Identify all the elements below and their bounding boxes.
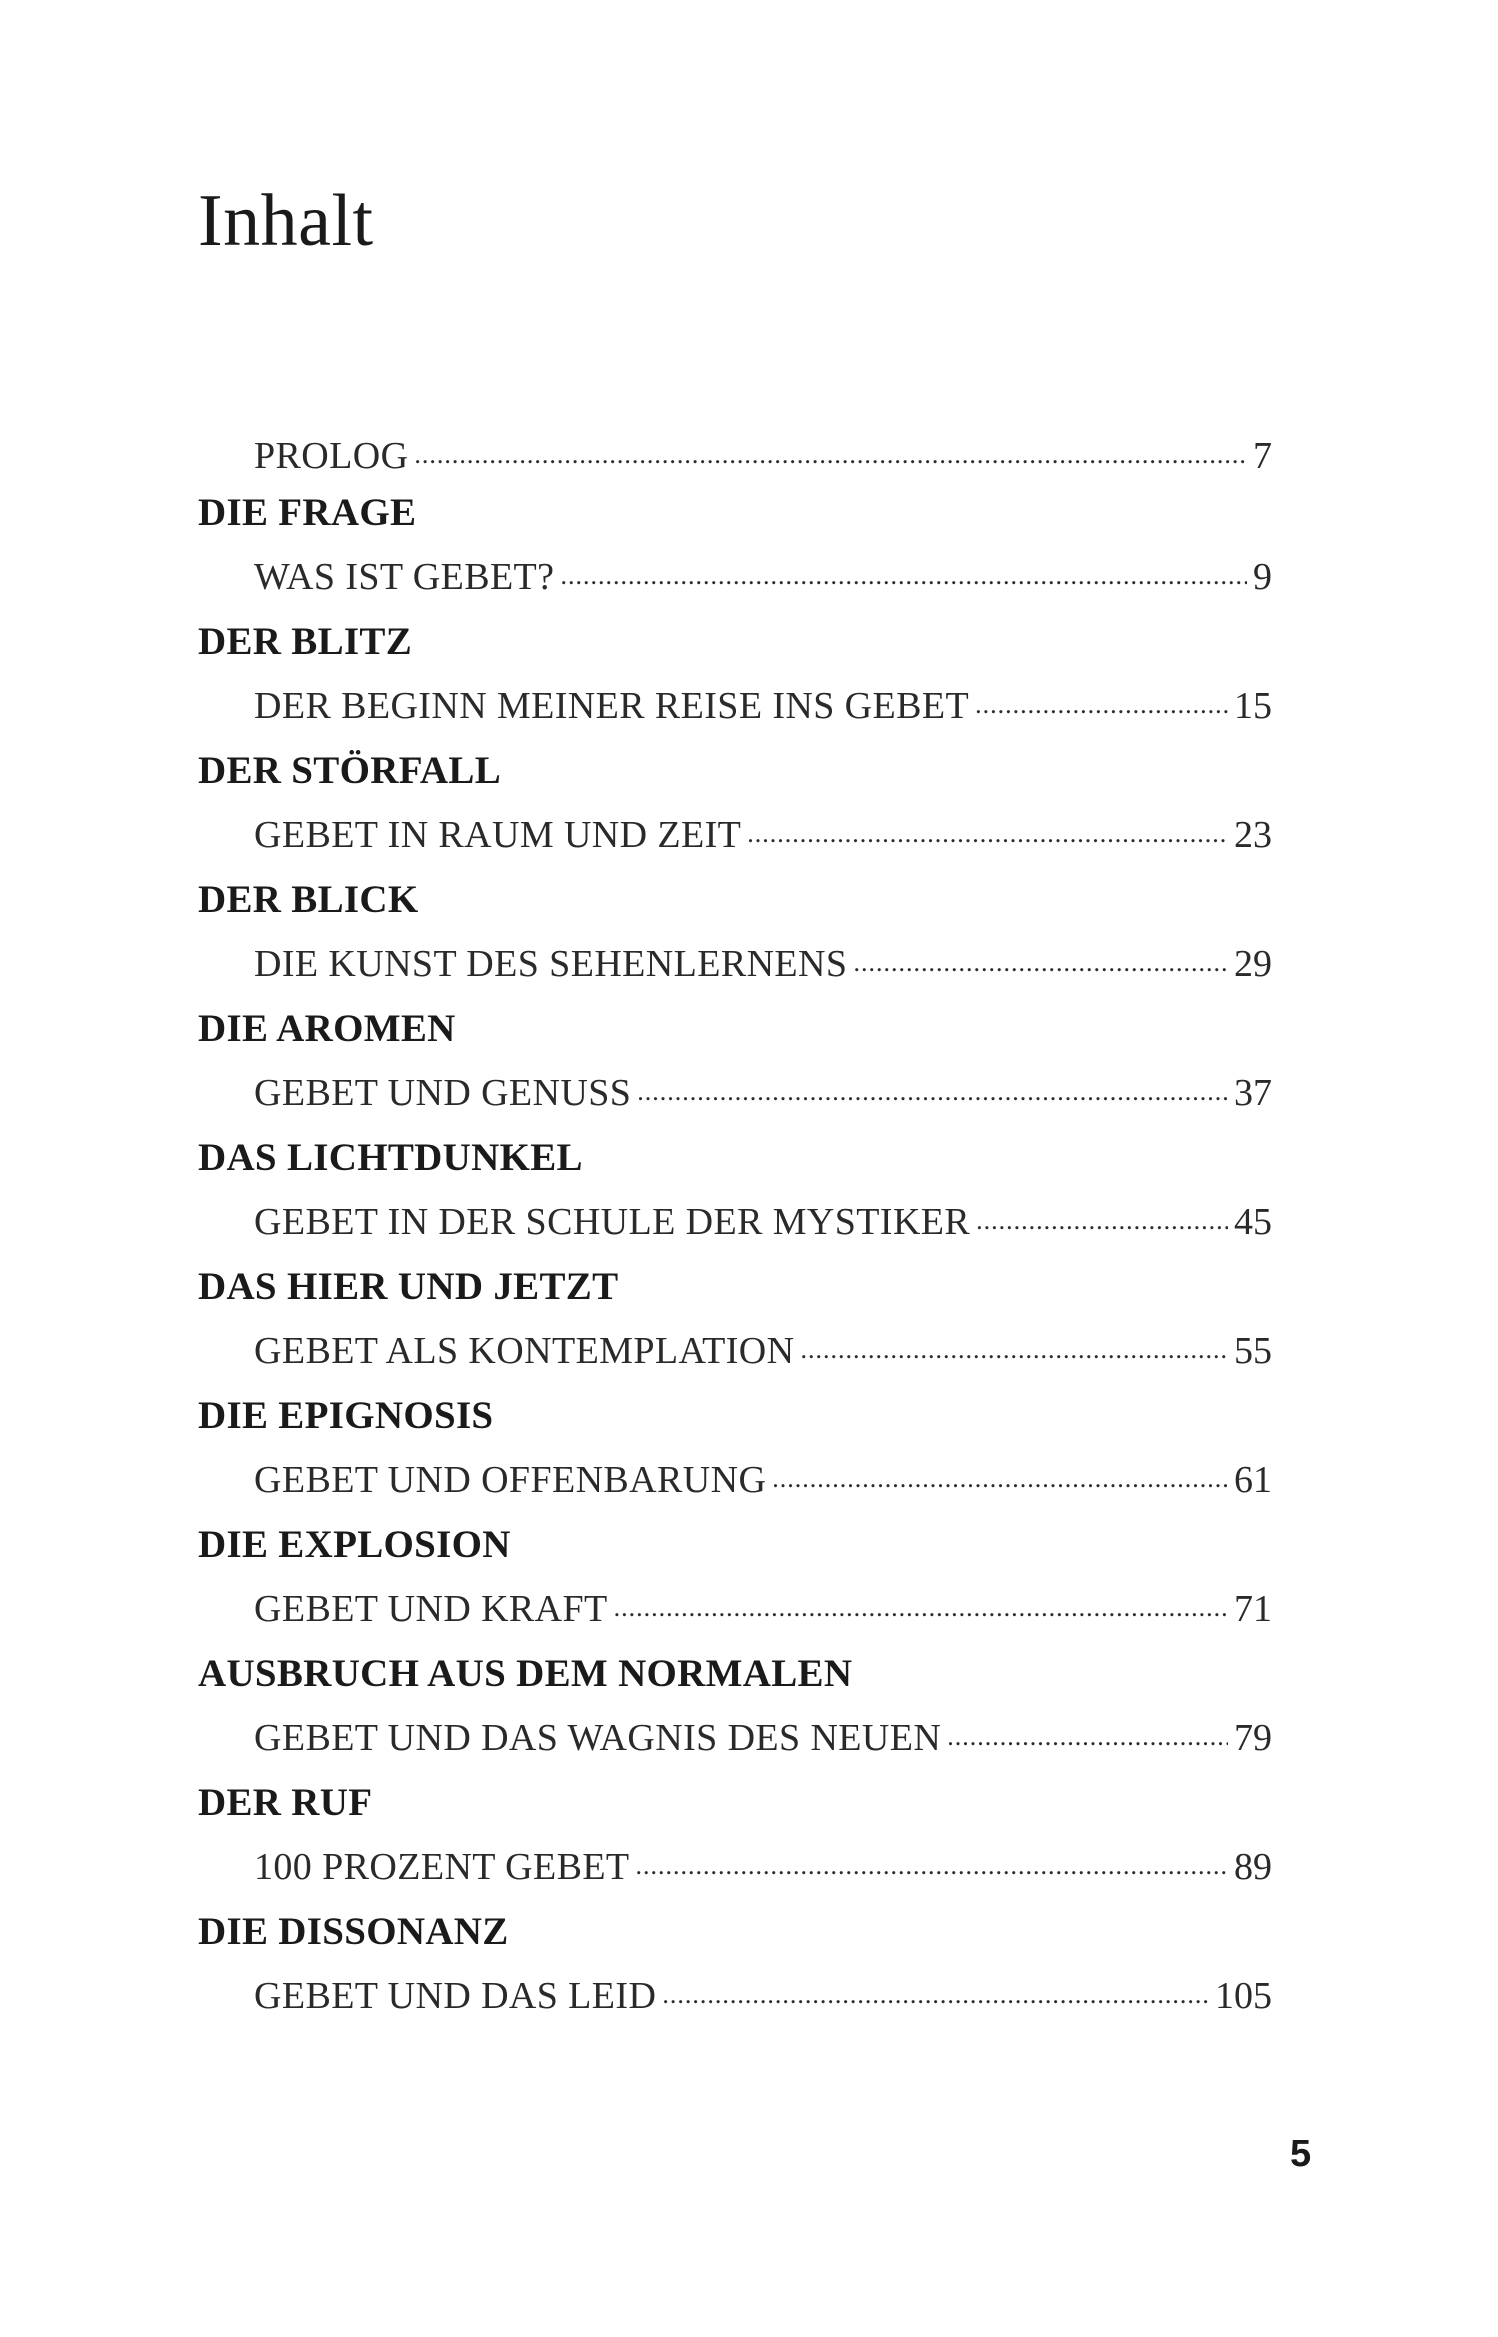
toc-entry-prolog[interactable] bbox=[254, 426, 1272, 486]
chapter-heading: DAS HIER UND JETZT bbox=[198, 1265, 619, 1308]
toc-entry[interactable] bbox=[254, 669, 1272, 744]
toc-entry-page: 9 bbox=[1253, 556, 1272, 598]
toc-entry-label: GEBET UND DAS LEID bbox=[254, 1975, 657, 2017]
toc-entry-label: GEBET IN RAUM UND ZEIT bbox=[254, 814, 742, 856]
toc-entry-label: DIE KUNST DES SEHENLERNENS bbox=[254, 943, 848, 985]
toc-entry[interactable] bbox=[254, 1959, 1272, 2034]
toc-entry[interactable] bbox=[254, 798, 1272, 873]
chapter-heading: DER BLITZ bbox=[198, 620, 413, 663]
chapter-heading: DER STÖRFALL bbox=[198, 749, 502, 792]
toc-entry-label: DER BEGINN MEINER REISE INS GEBET bbox=[254, 685, 970, 727]
toc-chapter bbox=[198, 1776, 1272, 1905]
toc-entry[interactable] bbox=[254, 1443, 1272, 1518]
toc-chapter bbox=[198, 1389, 1272, 1518]
dot-leader bbox=[801, 1325, 1229, 1363]
toc-entry-page: 29 bbox=[1234, 943, 1272, 985]
toc-entry[interactable] bbox=[254, 540, 1272, 615]
toc-entry-label: GEBET UND OFFENBARUNG bbox=[254, 1459, 767, 1501]
toc-chapter bbox=[198, 615, 1272, 744]
dot-leader bbox=[662, 1970, 1209, 2008]
chapter-heading: DAS LICHTDUNKEL bbox=[198, 1136, 583, 1179]
toc-entry-page: 37 bbox=[1234, 1072, 1272, 1114]
toc-chapter bbox=[198, 1518, 1272, 1647]
dot-leader bbox=[636, 1841, 1228, 1879]
toc-entry-label: WAS IST GEBET? bbox=[254, 556, 555, 598]
dot-leader bbox=[853, 938, 1228, 976]
toc-entry-label: GEBET IN DER SCHULE DER MYSTIKER bbox=[254, 1201, 971, 1243]
toc-entry-label: PROLOG bbox=[254, 435, 409, 477]
toc-entry[interactable] bbox=[254, 1185, 1272, 1260]
toc-entry[interactable] bbox=[254, 1056, 1272, 1131]
dot-leader bbox=[975, 680, 1228, 718]
dot-leader bbox=[414, 430, 1247, 468]
toc-entry-label: 100 PROZENT GEBET bbox=[254, 1846, 630, 1888]
toc-chapter bbox=[198, 1905, 1272, 2034]
toc-entry-page: 23 bbox=[1234, 814, 1272, 856]
chapter-heading: DIE DISSONANZ bbox=[198, 1910, 509, 1953]
toc-entry-page: 45 bbox=[1234, 1201, 1272, 1243]
toc-chapter bbox=[198, 744, 1272, 873]
toc-chapter bbox=[198, 486, 1272, 615]
toc-entry-label: GEBET UND DAS WAGNIS DES NEUEN bbox=[254, 1717, 942, 1759]
toc-entry-page: 71 bbox=[1234, 1588, 1272, 1630]
toc-entry-page: 89 bbox=[1234, 1846, 1272, 1888]
toc-chapter bbox=[198, 1647, 1272, 1776]
chapter-heading: DER BLICK bbox=[198, 878, 419, 921]
dot-leader bbox=[614, 1583, 1228, 1621]
page-title: Inhalt bbox=[198, 180, 374, 262]
chapter-heading: DIE AROMEN bbox=[198, 1007, 456, 1050]
toc-entry[interactable] bbox=[254, 1830, 1272, 1905]
toc-entry[interactable] bbox=[254, 1701, 1272, 1776]
chapter-heading: DIE FRAGE bbox=[198, 491, 417, 534]
toc-entry-page: 79 bbox=[1234, 1717, 1272, 1759]
page-number: 5 bbox=[1290, 2133, 1312, 2175]
toc-entry-label: GEBET ALS KONTEMPLATION bbox=[254, 1330, 795, 1372]
toc-entry-page: 55 bbox=[1234, 1330, 1272, 1372]
toc-entry[interactable] bbox=[254, 1572, 1272, 1647]
toc-entry-page: 61 bbox=[1234, 1459, 1272, 1501]
chapter-heading: DER RUF bbox=[198, 1781, 373, 1824]
toc-chapter bbox=[198, 1260, 1272, 1389]
toc-entry-label: GEBET UND KRAFT bbox=[254, 1588, 608, 1630]
toc-chapter bbox=[198, 1002, 1272, 1131]
toc-entry[interactable] bbox=[254, 927, 1272, 1002]
dot-leader bbox=[976, 1196, 1228, 1234]
toc-chapter bbox=[198, 873, 1272, 1002]
dot-leader bbox=[947, 1712, 1228, 1750]
toc-entry-page: 15 bbox=[1234, 685, 1272, 727]
toc-entry-page: 105 bbox=[1215, 1975, 1272, 2017]
toc-entry-page: 7 bbox=[1253, 435, 1272, 477]
toc-chapter bbox=[198, 1131, 1272, 1260]
table-of-contents bbox=[198, 426, 1272, 2034]
chapter-heading: AUSBRUCH AUS DEM NORMALEN bbox=[198, 1652, 853, 1695]
chapter-heading: DIE EXPLOSION bbox=[198, 1523, 511, 1566]
dot-leader bbox=[637, 1067, 1228, 1105]
dot-leader bbox=[772, 1454, 1228, 1492]
dot-leader bbox=[560, 551, 1247, 589]
dot-leader bbox=[747, 809, 1228, 847]
toc-entry[interactable] bbox=[254, 1314, 1272, 1389]
chapter-heading: DIE EPIGNOSIS bbox=[198, 1394, 494, 1437]
toc-entry-label: GEBET UND GENUSS bbox=[254, 1072, 632, 1114]
